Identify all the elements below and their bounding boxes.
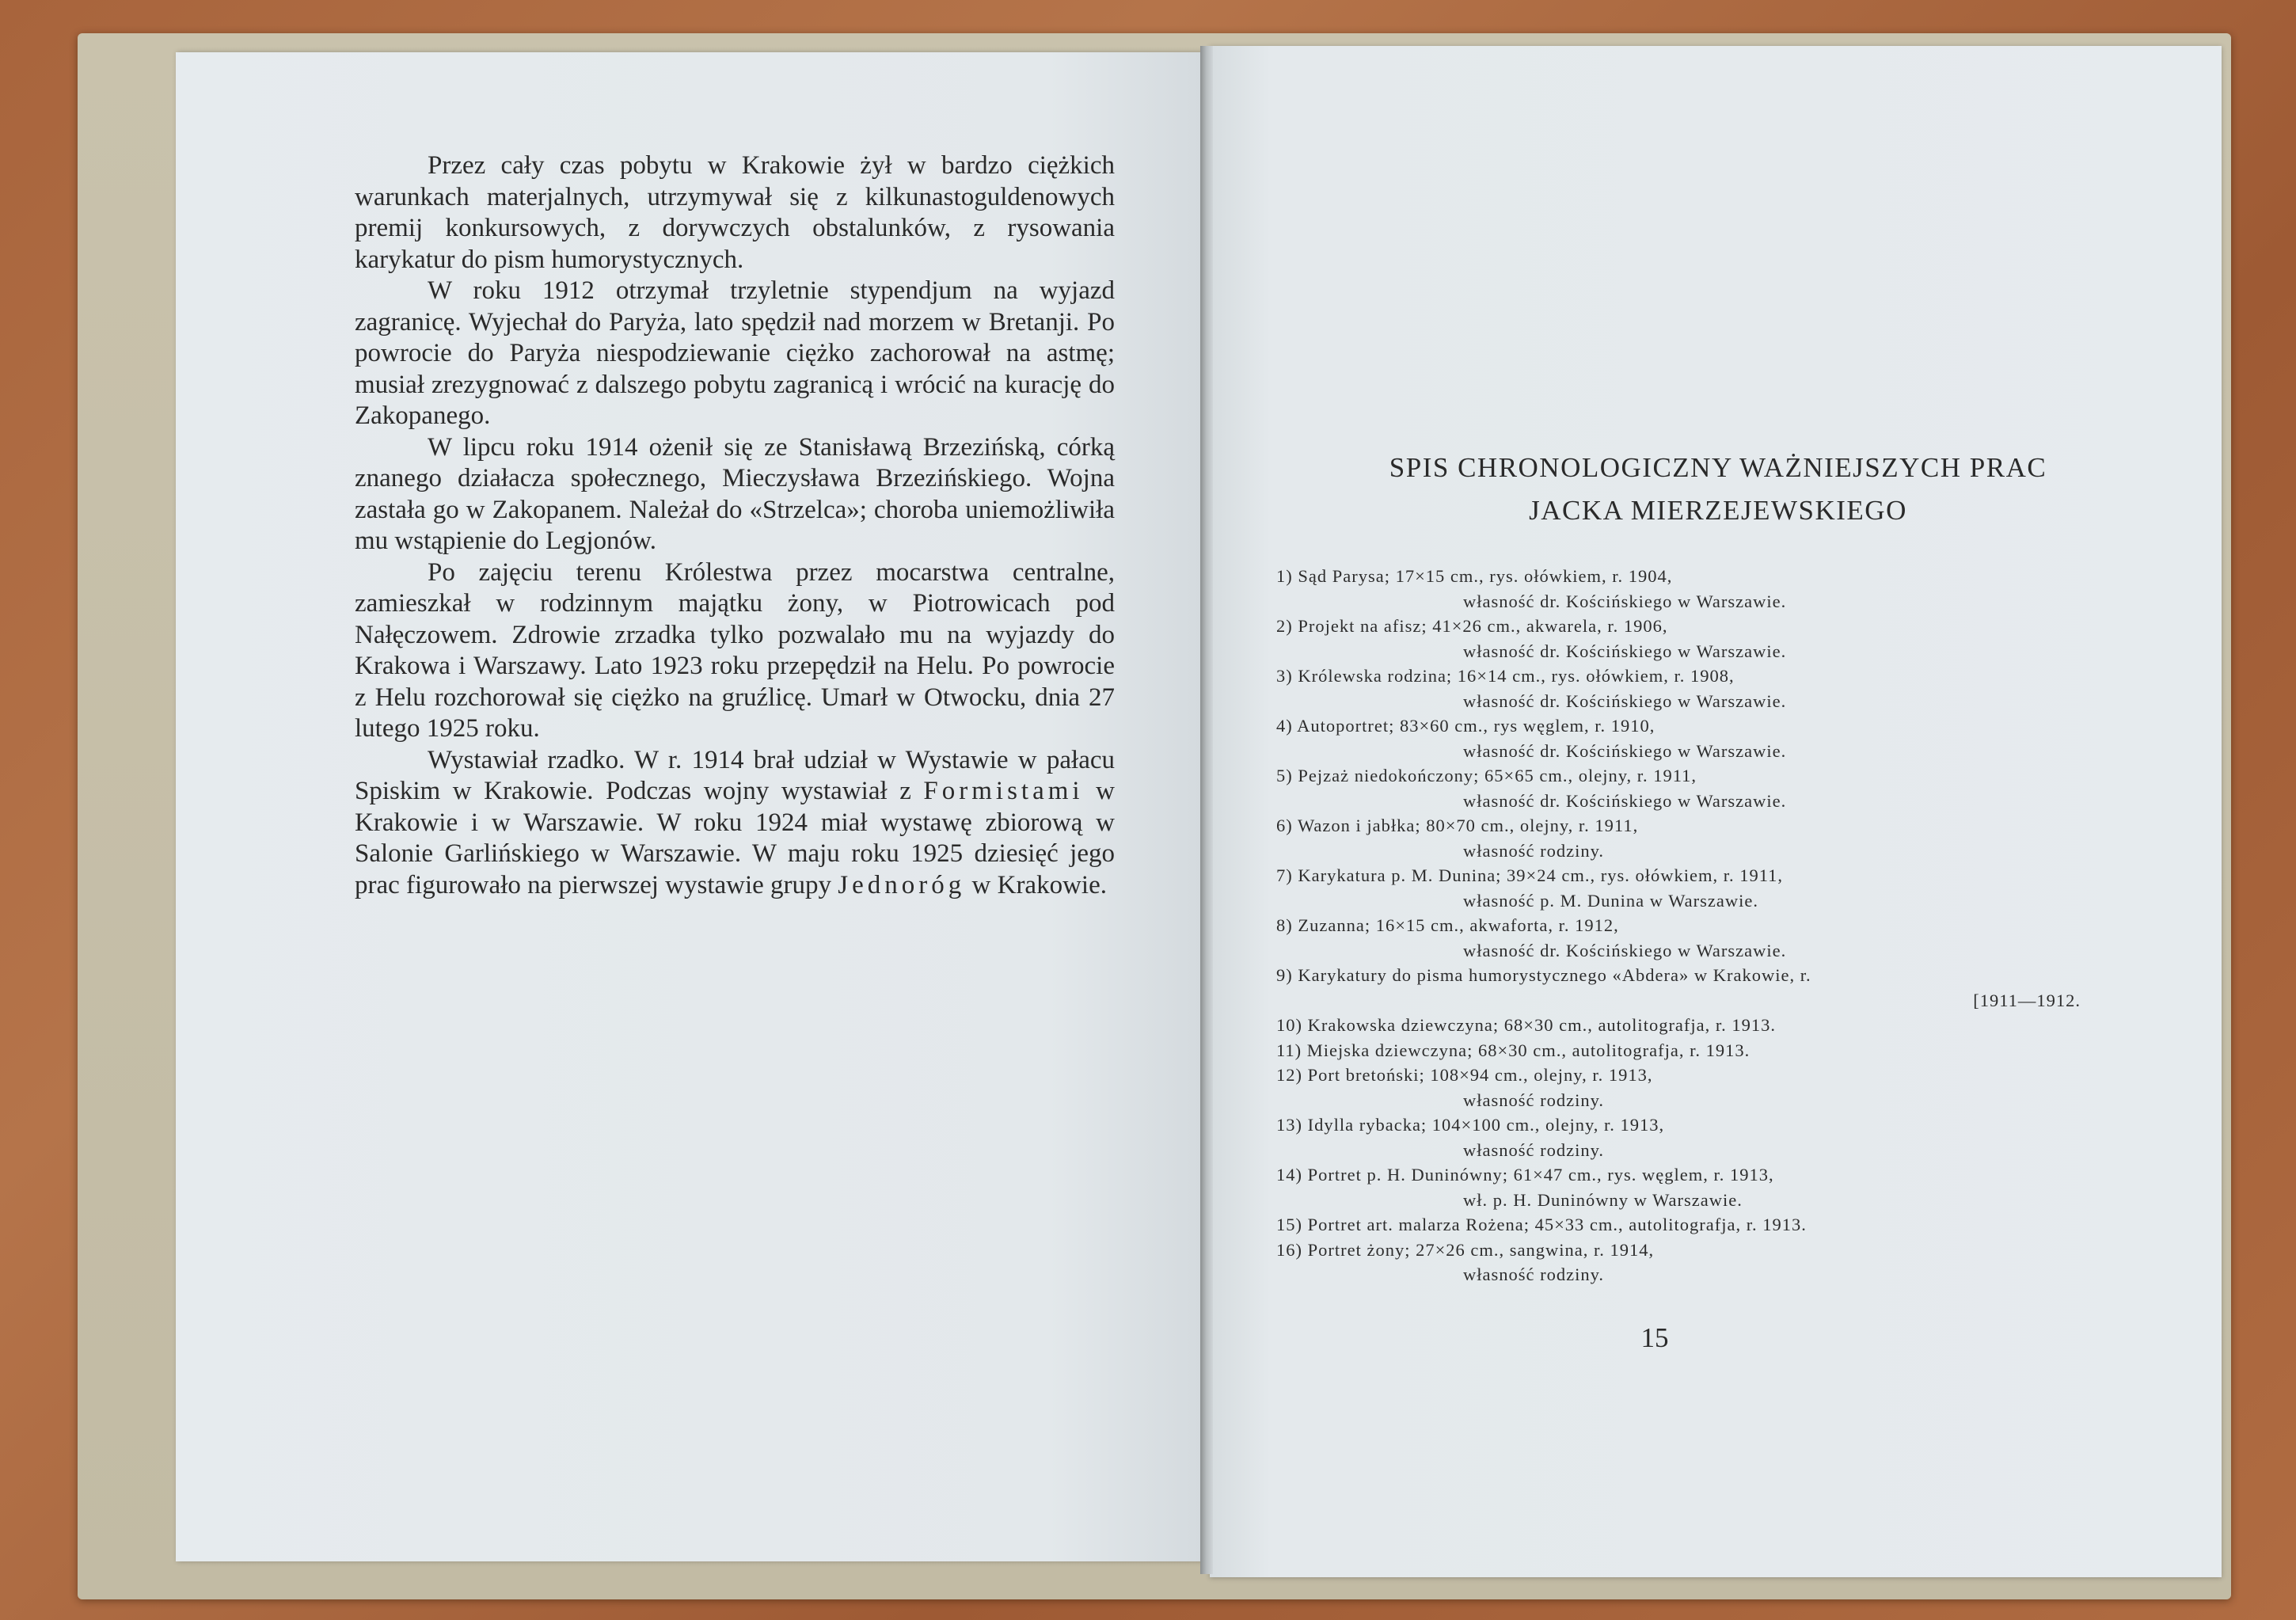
entry-ownership-line: własność dr. Kościńskiego w Warszawie. — [1463, 591, 1787, 611]
spaced-group-name: Jednoróg — [838, 870, 966, 899]
paragraph: Przez cały czas pobytu w Krakowie żył w bardzo ciężkich warunkach materjalnych, utrzymywał się z kilkunastoguldenowych premij konkursowych, z dorywczych obstalunków, z rysowania karykatur do pism humorystycznych. — [355, 151, 1115, 274]
works-list-entry — [1276, 1112, 2084, 1162]
spaced-group-name: Formistami — [923, 777, 1084, 805]
entry-ownership-line: własność rodziny. — [1463, 1264, 1605, 1284]
works-list-entry — [1276, 1038, 2084, 1063]
works-list-entry — [1276, 763, 2084, 813]
title-line: SPIS CHRONOLOGICZNY WAŻNIEJSZYCH PRAC — [1389, 452, 2047, 483]
entry-ownership-line: własność dr. Kościńskiego w Warszawie. — [1463, 690, 1787, 711]
works-list-title — [1235, 447, 2201, 532]
entry-line: 10) Krakowska dziewczyna; 68×30 cm., autolitografja, r. 1913. — [1276, 1015, 1777, 1035]
entry-line: 2) Projekt na afisz; 41×26 cm., akwarela, r. 1906, — [1276, 616, 1668, 636]
entry-line: 5) Pejzaż niedokończony; 65×65 cm., olejny, r. 1911, — [1276, 766, 1697, 785]
entry-line: 9) Karykatury do pisma humorystycznego «Abdera» w Krakowie, r. — [1276, 965, 1811, 985]
book-spine — [1200, 46, 1213, 1574]
entry-ownership-line: własność dr. Kościńskiego w Warszawie. — [1463, 790, 1787, 811]
entry-ownership-line: własność rodziny. — [1463, 1139, 1605, 1160]
title-line: JACKA MIERZEJEWSKIEGO — [1529, 495, 1907, 526]
page-number: 15 — [1640, 1322, 1669, 1353]
works-list-entry — [1276, 614, 2084, 664]
works-list-entry — [1276, 1212, 2084, 1238]
entry-line: 8) Zuzanna; 16×15 cm., akwaforta, r. 1912, — [1276, 915, 1619, 935]
biography-text — [355, 150, 1115, 901]
entry-year-range: [1911—1912. — [1973, 990, 2081, 1010]
works-list-entry — [1276, 564, 2084, 614]
works-list-entry — [1276, 713, 2084, 763]
paragraph: W lipcu roku 1914 ożenił się ze Stanisławą Brzezińską, córką znanego działacza społecznego, Mieczysława Brzezińskiego. Wojna zastała go w Zakopanem. Należał do «Strzelca»; choroba uniemożliwiła mu wstąpienie do Legjonów. — [355, 432, 1115, 555]
text-run: w Krakowie i w Warszawie. W roku 1924 miał wystawę zbiorową w Salonie Garlińskiego w Warszawie. W maju roku 1925 dziesięć jego prac figurowało na pierwszej wystawie grupy — [355, 777, 1115, 899]
entry-line: 3) Królewska rodzina; 16×14 cm., rys. ołówkiem, r. 1908, — [1276, 666, 1735, 686]
entry-line: 11) Miejska dziewczyna; 68×30 cm., autolitografja, r. 1913. — [1276, 1040, 1751, 1060]
text-run: Wystawiał rzadko. W r. 1914 brał udział w Wystawie w pałacu Spiskim w Krakowie. Podczas wojny wystawiał z — [355, 745, 1115, 805]
works-list-entry — [1276, 1063, 2084, 1112]
entry-line: 13) Idylla rybacka; 104×100 cm., olejny, r. 1913, — [1276, 1115, 1665, 1135]
entry-ownership-line: własność dr. Kościńskiego w Warszawie. — [1463, 940, 1787, 960]
entry-line: 15) Portret art. malarza Rożena; 45×33 cm., autolitografja, r. 1913. — [1276, 1215, 1807, 1234]
paragraph: W roku 1912 otrzymał trzyletnie stypendjum na wyjazd zagranicę. Wyjechał do Paryża, lato spędził nad morzem w Bretanji. Po powrocie do Paryża niespodziewanie ciężko zachorował na astmę; musiał zrezygnować z dalszego pobytu zagranicą i wrócić na kurację do Zakopanego. — [355, 276, 1115, 430]
paragraph-exhibitions — [355, 745, 1115, 902]
entry-line: 1) Sąd Parysa; 17×15 cm., rys. ołówkiem, r. 1904, — [1276, 566, 1673, 586]
entry-ownership-line: własność rodziny. — [1463, 840, 1605, 861]
entry-ownership-line: wł. p. H. Duninówny w Warszawie. — [1463, 1189, 1743, 1210]
works-list-entry — [1276, 1013, 2084, 1038]
works-list-entry — [1276, 1238, 2084, 1287]
works-list-entry — [1276, 664, 2084, 713]
entry-line: 12) Port bretoński; 108×94 cm., olejny, r. 1913, — [1276, 1065, 1653, 1085]
works-list-entry — [1276, 913, 2084, 963]
entry-ownership-line: własność rodziny. — [1463, 1090, 1605, 1110]
entry-line: 6) Wazon i jabłka; 80×70 cm., olejny, r. 1911, — [1276, 816, 1639, 835]
entry-ownership-line: własność dr. Kościńskiego w Warszawie. — [1463, 641, 1787, 661]
works-list — [1276, 564, 2084, 1287]
entry-ownership-line: własność dr. Kościńskiego w Warszawie. — [1463, 740, 1787, 761]
text-run: w Krakowie. — [971, 870, 1107, 899]
entry-line: 16) Portret żony; 27×26 cm., sangwina, r. 1914, — [1276, 1239, 1655, 1260]
works-list-entry — [1276, 863, 2084, 913]
works-list-entry — [1276, 1162, 2084, 1212]
paragraph: Po zajęciu terenu Królestwa przez mocarstwa centralne, zamieszkał w rodzinnym majątku żony, w Piotrowicach pod Nałęczowem. Zdrowie zrzadka tylko pozwalało mu na wyjazdy do Krakowa i Warszawy. Lato 1923 roku przepędził na Helu. Po powrocie z Helu rozchorował się ciężko na gruźlicę. Umarł w Otwocku, dnia 27 lutego 1925 roku. — [355, 557, 1115, 743]
works-list-entry — [1276, 963, 2084, 1013]
works-list-entry — [1276, 813, 2084, 863]
entry-line: 14) Portret p. H. Duninówny; 61×47 cm., rys. węglem, r. 1913, — [1276, 1165, 1774, 1185]
entry-line: 7) Karykatura p. M. Dunina; 39×24 cm., rys. ołówkiem, r. 1911, — [1276, 865, 1784, 885]
entry-line: 4) Autoportret; 83×60 cm., rys węglem, r. 1910, — [1276, 716, 1655, 736]
entry-ownership-line: własność p. M. Dunina w Warszawie. — [1463, 890, 1758, 911]
